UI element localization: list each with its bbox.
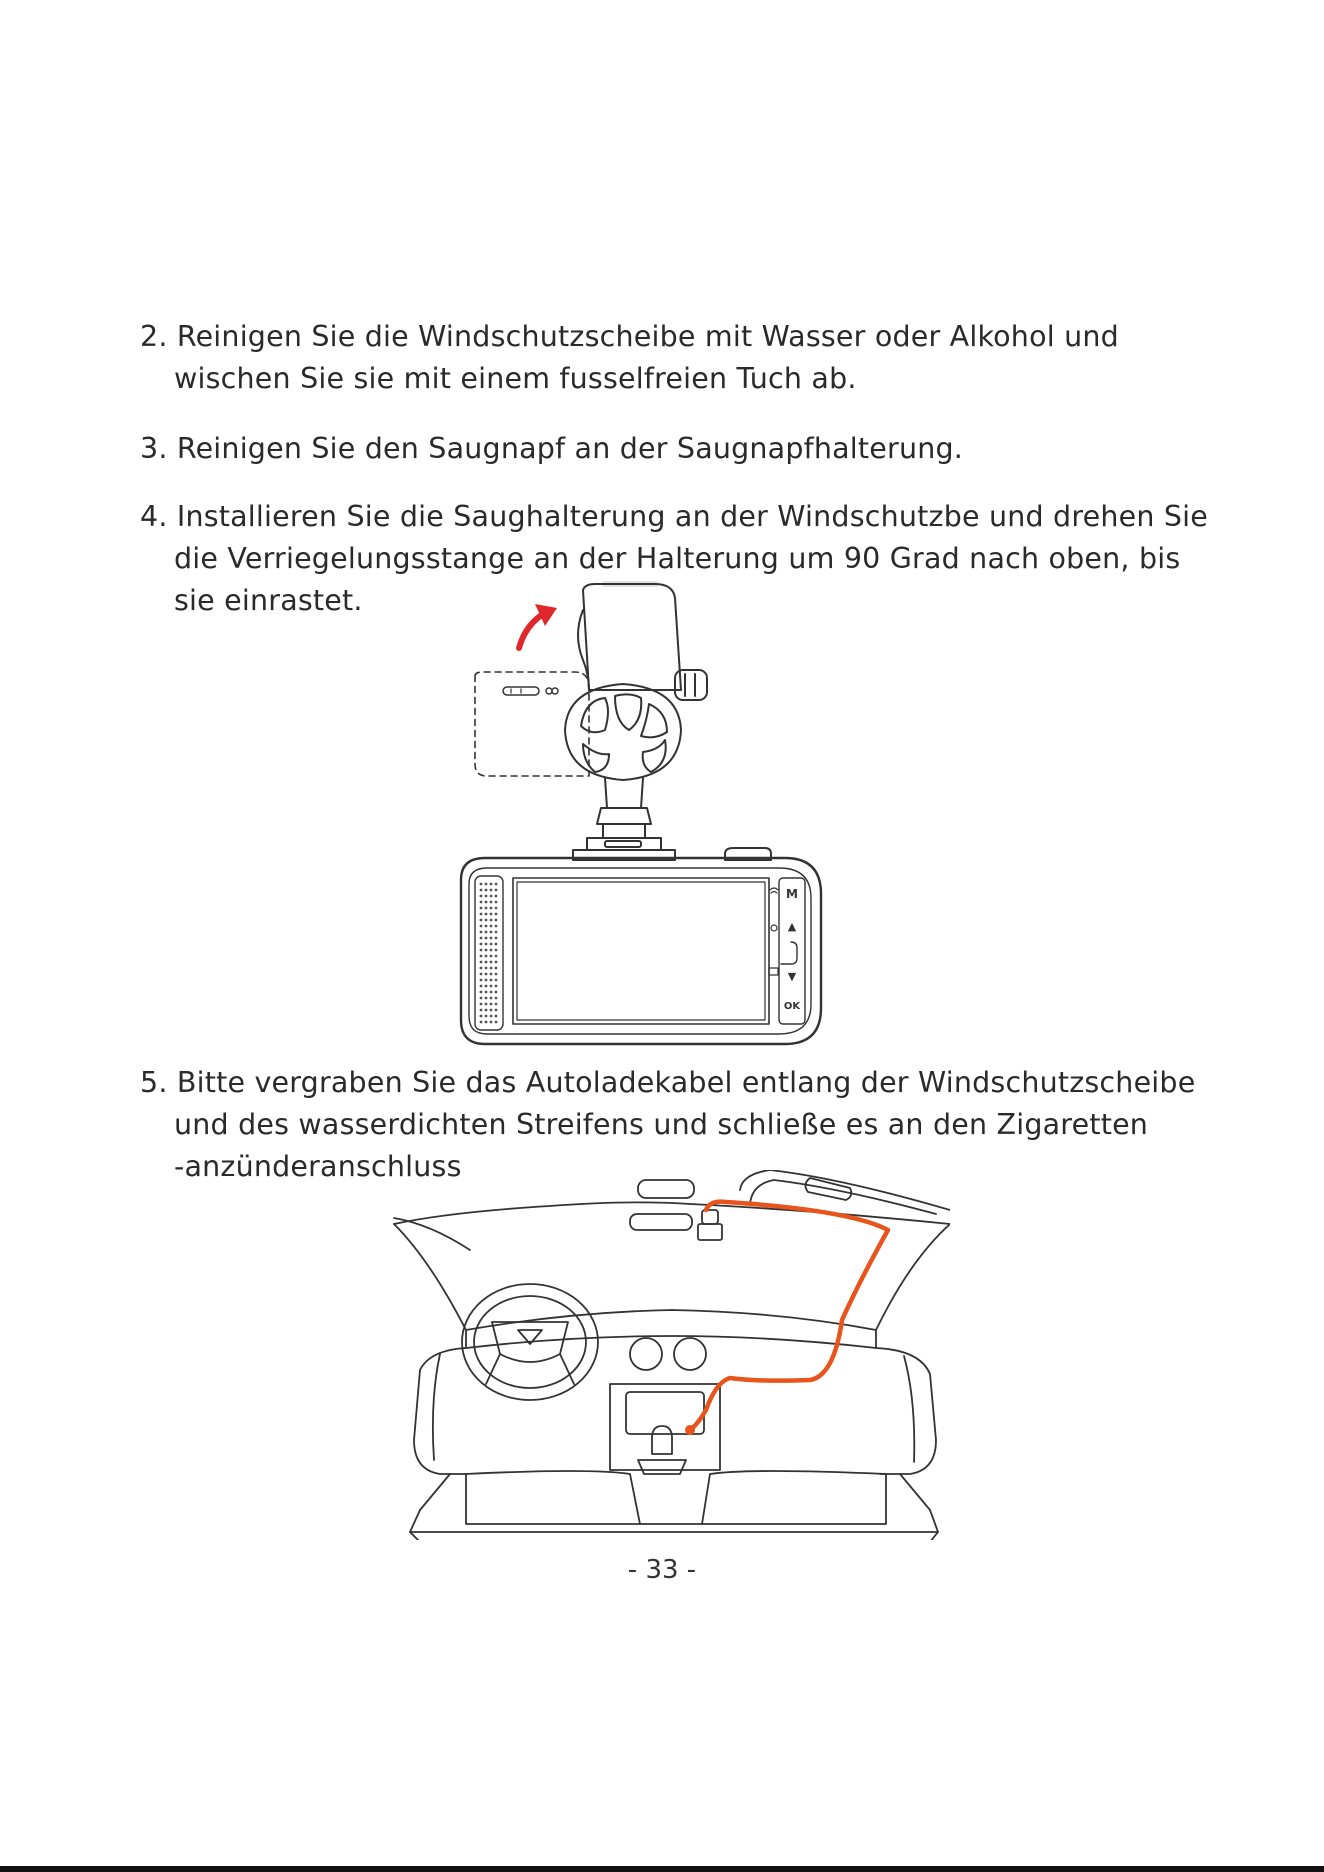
air-vent-right xyxy=(674,1338,706,1370)
down-button-label: ▼ xyxy=(787,970,797,983)
dashcam-screen xyxy=(513,878,769,1024)
step-5-line-1: 5. Bitte vergraben Sie das Autoladekabel entlang der Windschutzscheibe xyxy=(140,1066,1196,1099)
suction-cup-body xyxy=(583,584,681,690)
step-4-line-1: 4. Installieren Sie die Saughalterung an der Windschutzbe und drehen Sie xyxy=(140,500,1209,533)
car-interior-cable-illustration xyxy=(390,1170,950,1540)
page-number: - 33 - xyxy=(627,1555,697,1585)
step-4-line-3: sie einrastet. xyxy=(174,584,363,617)
rotate-arrow-icon xyxy=(519,604,557,648)
air-vent-left xyxy=(630,1338,662,1370)
speaker-dots xyxy=(480,883,498,1024)
step-2-line-1: 2. Reinigen Sie die Windschutzscheibe mit Wasser oder Alkohol und xyxy=(140,320,1119,353)
dashcam-icon xyxy=(698,1210,722,1240)
up-button-label: ▲ xyxy=(787,920,797,933)
step-3-line-1: 3. Reinigen Sie den Saugnapf an der Saugnapfhalterung. xyxy=(140,432,964,465)
dashcam-body xyxy=(461,858,821,1044)
menu-button-label: M xyxy=(786,887,798,901)
ok-button-label: OK xyxy=(783,1001,801,1012)
step-2-line-2: wischen Sie sie mit einem fusselfreien Tuch ab. xyxy=(174,362,857,395)
dashcam-mount-illustration xyxy=(455,580,845,1050)
step-2 xyxy=(140,316,1230,400)
step-4-line-2: die Verriegelungsstange an der Halterung um 90 Grad nach oben, bis xyxy=(174,542,1181,575)
rear-view-mirror xyxy=(638,1180,694,1198)
step-5-line-2: und des wasserdichten Streifens und schließe es an den Zigaretten xyxy=(174,1108,1149,1141)
ball-joint-housing xyxy=(565,684,681,780)
bottom-rule xyxy=(0,1866,1324,1872)
step-5-line-3: -anzünderanschluss xyxy=(174,1150,462,1183)
step-3 xyxy=(140,428,1230,470)
